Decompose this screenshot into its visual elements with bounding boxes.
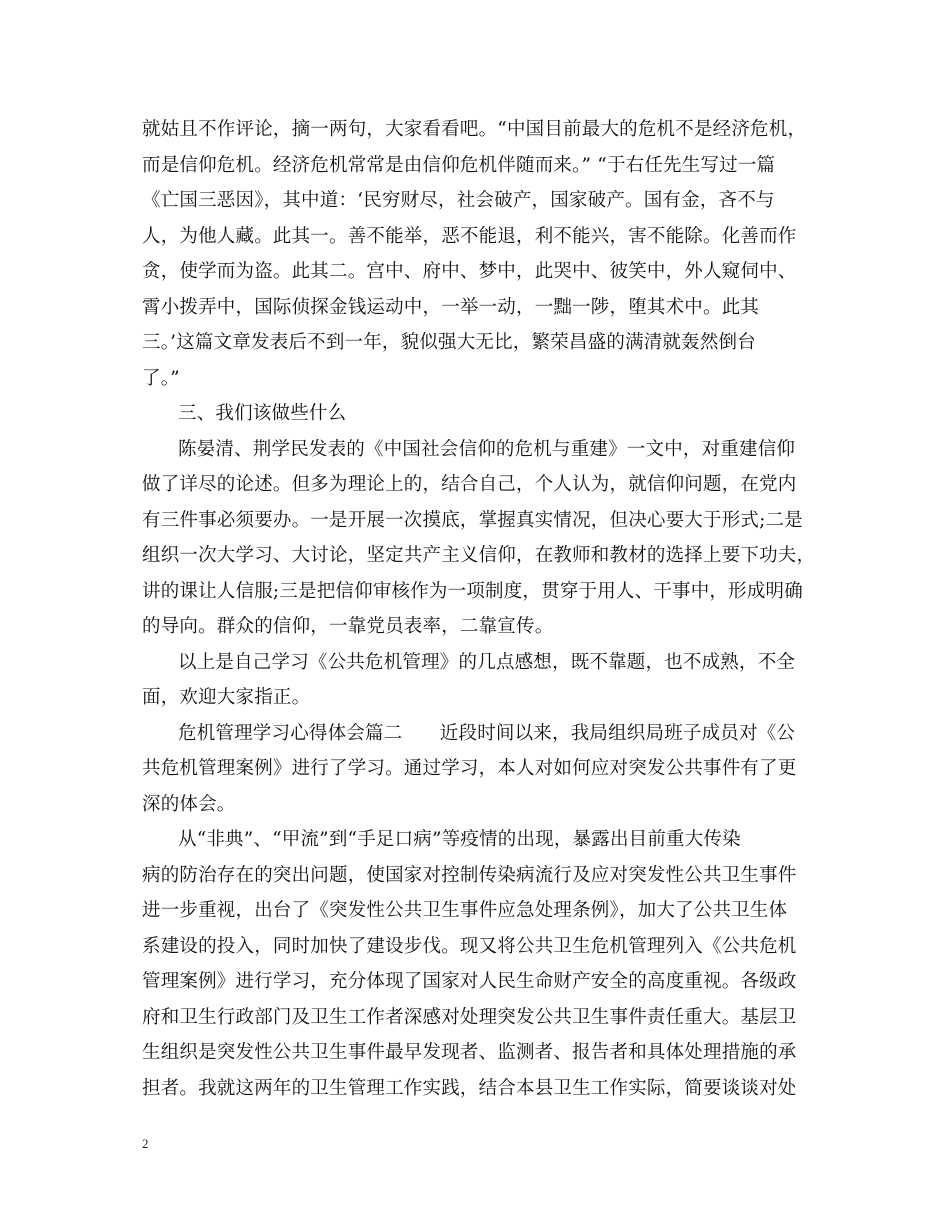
text-line: 深的体会。 <box>142 793 236 815</box>
text-line: 霄小拨弄中，国际侦探金钱运动中，一举一动，一黜一陟，堕其术中。此其 <box>142 296 760 318</box>
text-line: 危机管理学习心得体会篇二 近段时间以来，我局组织局班子成员对《公 <box>178 722 796 744</box>
text-line: 做了详尽的论述。但多为理论上的，结合自己，个人认为，就信仰问题，在党内 <box>142 474 797 495</box>
text-line: 就姑且不作评论，摘一两句，大家看看吧。“中国目前最大的危机不是经济危机， <box>142 119 807 140</box>
text-line: 了。” <box>142 367 180 389</box>
document-body <box>142 112 816 1106</box>
text-line: 系建设的投入，同时加快了建设步伐。现又将公共卫生危机管理列入《公共危机 <box>142 935 797 957</box>
text-line: 的导向。群众的信仰，一靠党员表率，二靠宣传。 <box>142 616 554 637</box>
text-line: 《亡国三恶因》，其中道：‘民穷财尽，社会破产，国家破产。国有金，吝不与 <box>142 190 775 211</box>
text-line: 面，欢迎大家指正。 <box>142 687 311 708</box>
text-line: 组织一次大学习、大讨论，坚定共产主义信仰，在教师和教材的选择上要下功夫， <box>142 545 816 566</box>
text-line: 有三件事必须要办。一是开展一次摸底，掌握真实情况，但决心要大于形式;二是 <box>142 509 803 531</box>
text-line: 而是信仰危机。经济危机常常是由信仰危机伴随而来。” “于右任先生写过一篇 <box>142 154 776 176</box>
text-line: 共危机管理案例》进行了学习。通过学习，本人对如何应对突发公共事件有了更 <box>142 758 797 779</box>
text-line: 陈晏清、荆学民发表的《中国社会信仰的危机与重建》一文中，对重建信仰 <box>178 438 796 460</box>
text-line: 管理案例》进行学习，充分体现了国家对人民生命财产安全的高度重视。各级政 <box>142 971 797 992</box>
text-line: 从“非典”、“甲流”到“手足口病”等疫情的出现，暴露出目前重大传染 <box>178 829 741 850</box>
section-heading: 三、我们该做些什么 <box>178 403 347 424</box>
text-line: 三。’这篇文章发表后不到一年，貌似强大无比，繁荣昌盛的满清就轰然倒台 <box>142 332 756 353</box>
page-number: 2 <box>142 1136 149 1151</box>
text-line: 病的防治存在的突出问题，使国家对控制传染病流行及应对突发性公共卫生事件 <box>142 864 797 886</box>
text-line: 进一步重视，出台了《突发性公共卫生事件应急处理条例》，加大了公共卫生体 <box>142 900 788 921</box>
text-line: 讲的课让人信服;三是把信仰审核作为一项制度，贯穿于用人、干事中，形成明确 <box>142 580 803 602</box>
text-line: 生组织是突发性公共卫生事件最早发现者、监测者、报告者和具体处理措施的承 <box>142 1042 797 1063</box>
text-line: 以上是自己学习《公共危机管理》的几点感想，既不靠题，也不成熟，不全 <box>178 651 796 673</box>
text-line: 贪，使学而为盗。此其二。宫中、府中、梦中，此哭中、彼笑中，外人窥伺中、 <box>142 261 797 282</box>
text-line: 担者。我就这两年的卫生管理工作实践，结合本县卫生工作实际，简要谈谈对处 <box>142 1077 797 1099</box>
text-line: 人，为他人藏。此其一。善不能举，恶不能退，利不能兴，害不能除。化善而作 <box>142 225 797 247</box>
text-line: 府和卫生行政部门及卫生工作者深感对处理突发公共卫生事件责任重大。基层卫 <box>142 1006 797 1028</box>
